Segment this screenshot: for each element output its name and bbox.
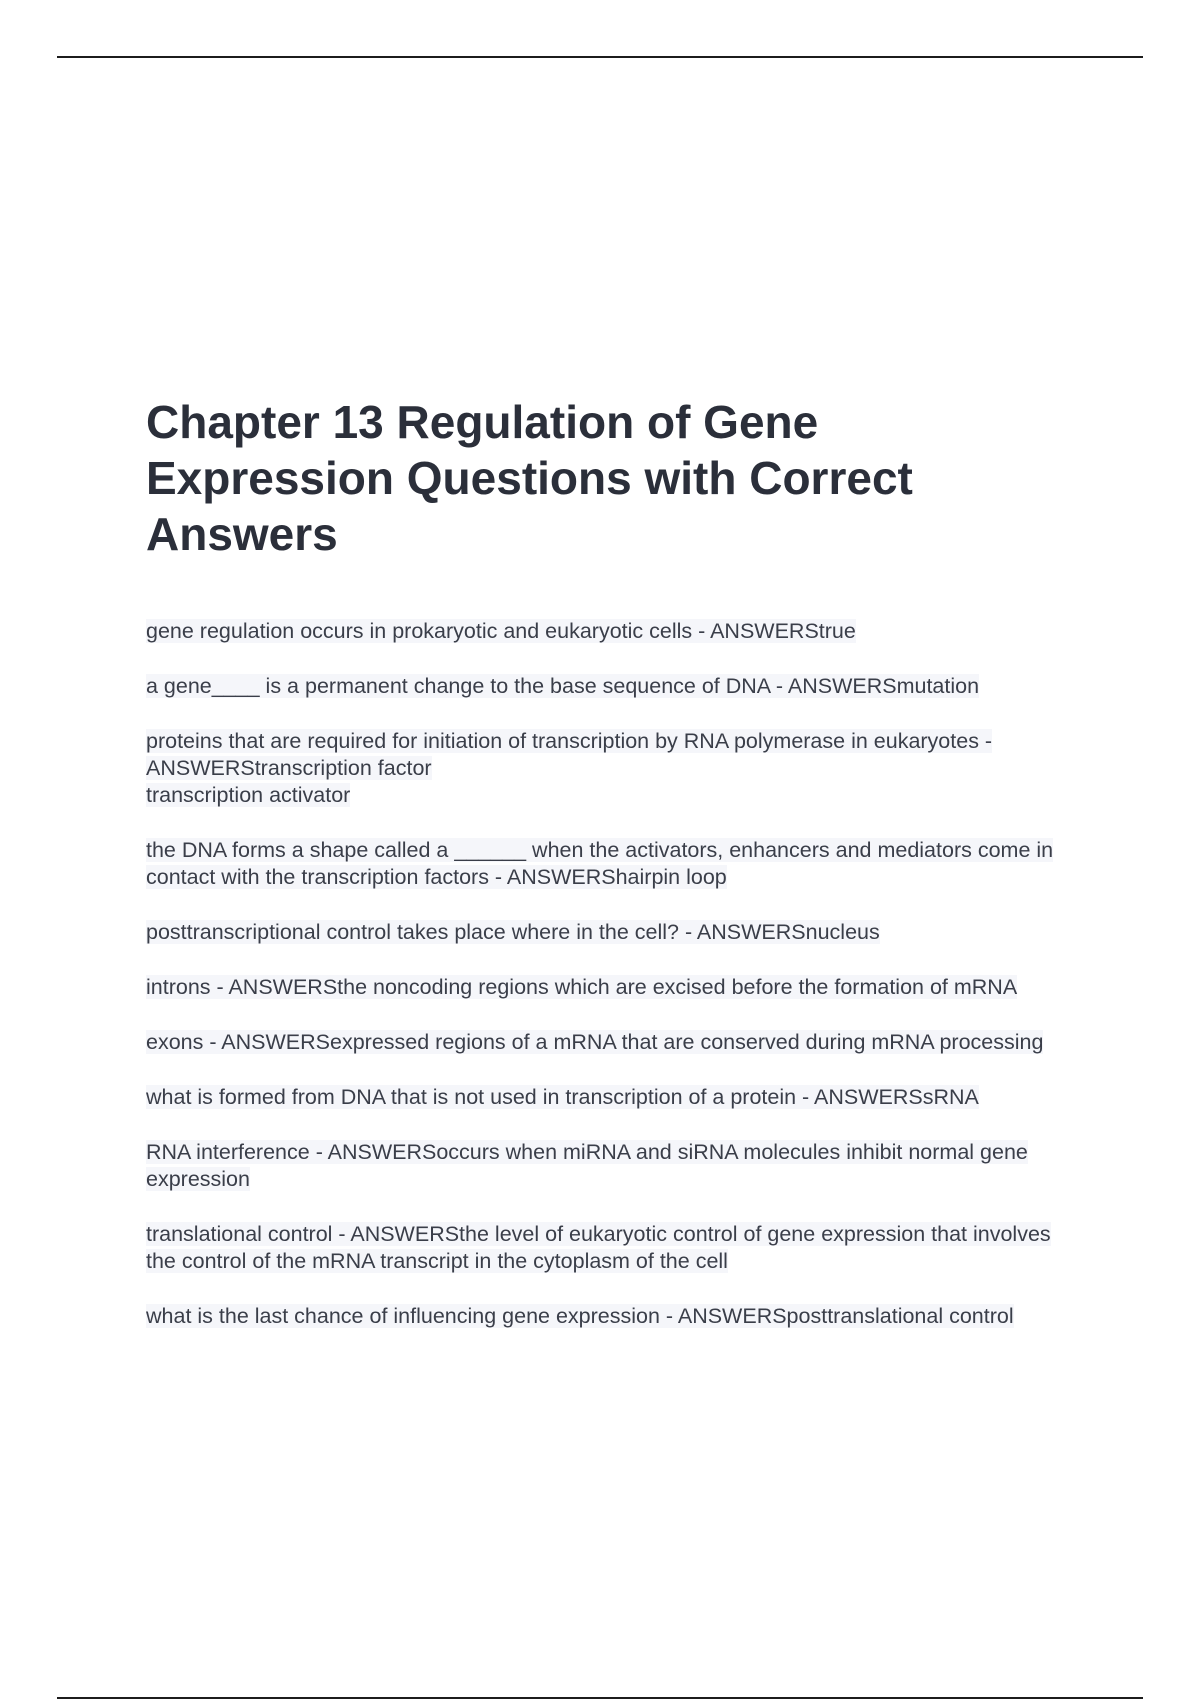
list-item: [146, 673, 1086, 700]
list-item: [146, 1084, 1086, 1111]
qa-text: RNA interference - ANSWERSoccurs when miRNA and siRNA molecules inhibit normal gene expression: [146, 1140, 1028, 1191]
bottom-rule: [57, 1697, 1143, 1699]
qa-text: introns - ANSWERSthe noncoding regions which are excised before the formation of mRNA: [146, 975, 1018, 999]
qa-text: posttranscriptional control takes place where in the cell? - ANSWERSnucleus: [146, 920, 880, 944]
list-item: [146, 1029, 1086, 1056]
list-item: [146, 974, 1086, 1001]
qa-text: what is formed from DNA that is not used in transcription of a protein - ANSWERSsRNA: [146, 1085, 979, 1109]
list-item: [146, 837, 1086, 891]
qa-text: translational control - ANSWERSthe level of eukaryotic control of gene expression that involves the control of the mRNA transcript in the cytoplasm of the cell: [146, 1222, 1051, 1273]
page-title: Chapter 13 Regulation of Gene Expression Questions with Correct Answers: [146, 396, 913, 560]
list-item: [146, 1303, 1086, 1330]
list-item: [146, 919, 1086, 946]
qa-text: exons - ANSWERSexpressed regions of a mRNA that are conserved during mRNA processing: [146, 1030, 1044, 1054]
top-rule: [57, 56, 1143, 58]
qa-text: what is the last chance of influencing gene expression - ANSWERSposttranslational control: [146, 1304, 1014, 1328]
list-item: [146, 1221, 1086, 1275]
list-item: [146, 618, 1086, 645]
qa-text: gene regulation occurs in prokaryotic and eukaryotic cells - ANSWERStrue: [146, 619, 856, 643]
qa-text: the DNA forms a shape called a ______ when the activators, enhancers and mediators come in contact with the transcription factors - ANSWERShairpin loop: [146, 838, 1054, 889]
qa-text: proteins that are required for initiation of transcription by RNA polymerase in eukaryotes - ANSWERStranscription factor transcription activator: [146, 729, 993, 807]
list-item: [146, 728, 1086, 809]
qa-text: a gene____ is a permanent change to the base sequence of DNA - ANSWERSmutation: [146, 674, 980, 698]
qa-list: [146, 618, 1086, 1358]
list-item: [146, 1139, 1086, 1193]
